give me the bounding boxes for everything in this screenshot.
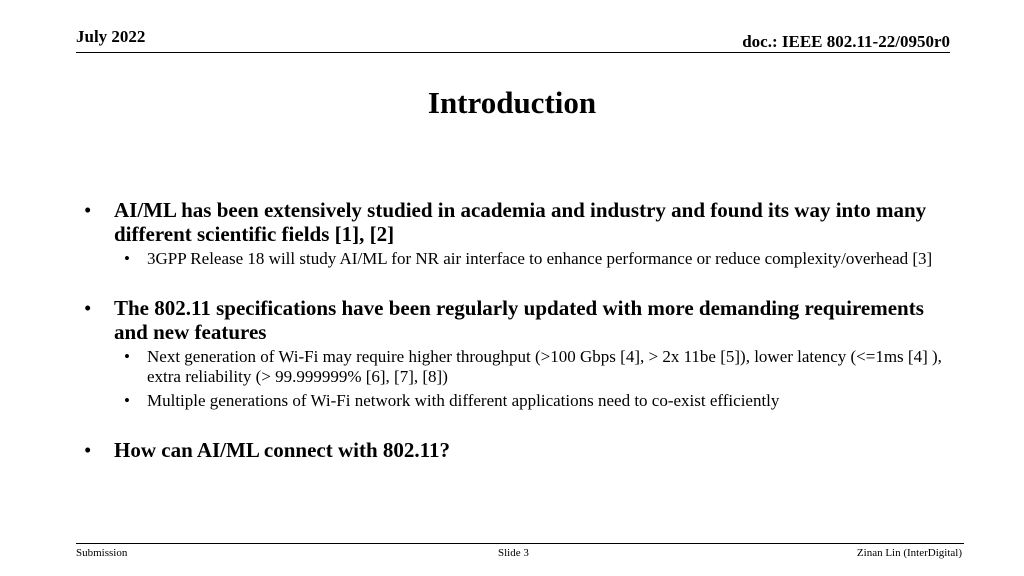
slide-title: Introduction (427, 85, 597, 120)
sub-bullet-text: 3GPP Release 18 will study AI/ML for NR air interface to enhance performance or reduce complexity/overhead [3] (147, 249, 933, 268)
header-date: July 2022 (76, 27, 146, 46)
sub-bullet-dot: • (124, 347, 130, 366)
slide-body (84, 198, 944, 489)
bullet-dot: • (84, 198, 92, 222)
header-divider (76, 52, 950, 53)
bullet-item (84, 296, 944, 344)
sub-bullet-item (84, 249, 944, 269)
bullet-group-2 (84, 296, 944, 411)
header-doc-id: doc.: IEEE 802.11-22/0950r0 (742, 32, 950, 51)
sub-bullet-list (84, 347, 944, 411)
bullet-text: The 802.11 specifications have been regularly updated with more demanding requirements and new features (114, 296, 924, 344)
sub-bullet-list (84, 249, 944, 269)
footer-slide-number: Slide 3 (498, 547, 529, 559)
bullet-group-3 (84, 438, 944, 462)
bullet-dot: • (84, 296, 92, 320)
bullet-text: How can AI/ML connect with 802.11? (114, 438, 451, 462)
bullet-item (84, 198, 944, 246)
bullet-dot: • (84, 438, 92, 462)
sub-bullet-item (84, 391, 944, 411)
sub-bullet-item (84, 347, 944, 387)
footer-author: Zinan Lin (InterDigital) (856, 547, 962, 559)
bullet-item (84, 438, 944, 462)
footer-divider (76, 543, 964, 544)
sub-bullet-dot: • (124, 249, 130, 268)
sub-bullet-text: Next generation of Wi-Fi may require higher throughput (>100 Gbps [4], > 2x 11be [5]), lower latency (<=1ms [4] ), extra reliability (> 99.999999% [6], [7], [8]) (147, 347, 942, 386)
footer-submission: Submission (76, 547, 128, 559)
sub-bullet-dot: • (124, 391, 130, 410)
bullet-group-1 (84, 198, 944, 269)
sub-bullet-text: Multiple generations of Wi-Fi network with different applications need to co-exist efficiently (147, 391, 780, 410)
bullet-text: AI/ML has been extensively studied in academia and industry and found its way into many different scientific fields [1], [2] (114, 198, 927, 246)
